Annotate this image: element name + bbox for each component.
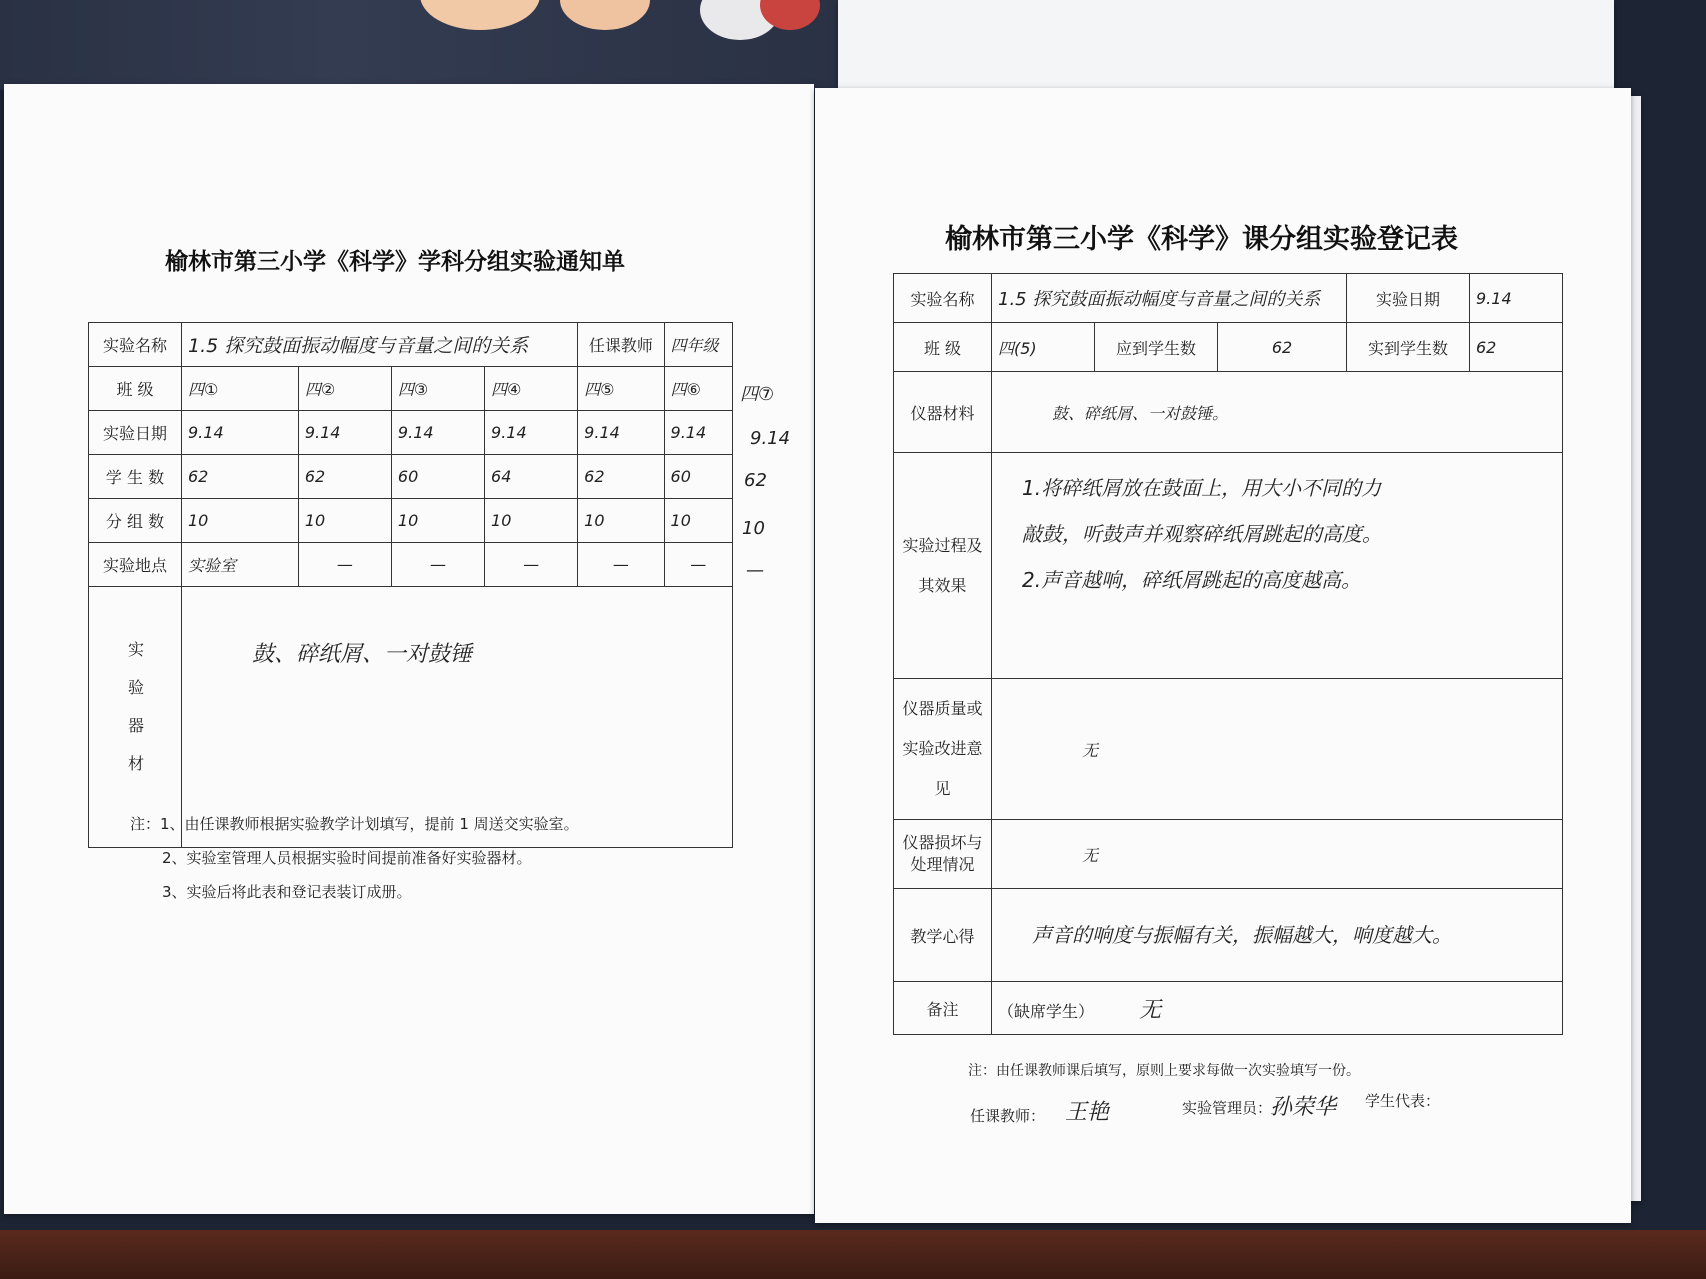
date-cell: 9.14: [182, 411, 299, 455]
students-cell: 60: [391, 455, 484, 499]
process-value: [992, 453, 1563, 679]
label-quality: 仪器质量或实验改进意见: [894, 679, 992, 820]
reflection-value: 声音的响度与振幅有关，振幅越大，响度越大。: [992, 889, 1563, 982]
background-paper: [838, 0, 1614, 95]
label-class: 班 级: [894, 323, 992, 372]
groups-cell: 10: [391, 499, 484, 543]
notice-title: 榆林市第三小学《科学》学科分组实验通知单: [165, 249, 625, 275]
label-actual: 实到学生数: [1347, 323, 1470, 372]
label-location: 实验地点: [89, 543, 182, 587]
location-cell: —: [391, 543, 484, 587]
label-experiment-name: 实验名称: [894, 274, 992, 323]
class-cell: 四④: [485, 367, 578, 411]
date-cell: 9.14: [391, 411, 484, 455]
expected-value: 62: [1218, 323, 1347, 372]
groups-cell: 10: [485, 499, 578, 543]
process-line: 2.声音越响，碎纸屑跳起的高度越高。: [1022, 568, 1362, 592]
process-line: 敲鼓，听鼓声并观察碎纸屑跳起的高度。: [1022, 522, 1382, 546]
class-cell: 四③: [391, 367, 484, 411]
label-groups: 分 组 数: [89, 499, 182, 543]
date-cell: 9.14: [664, 411, 732, 455]
record-title: 榆林市第三小学《科学》课分组实验登记表: [945, 224, 1458, 255]
actual-value: 62: [1470, 323, 1563, 372]
date-cell: 9.14: [298, 411, 391, 455]
students-cell: 62: [182, 455, 299, 499]
process-line: 1.将碎纸屑放在鼓面上，用大小不同的力: [1022, 476, 1382, 500]
students-cell: 60: [664, 455, 732, 499]
date-value: 9.14: [1470, 274, 1563, 323]
label-process: 实验过程及其效果: [894, 453, 992, 679]
record-table: [893, 273, 1563, 1035]
date-cell: 9.14: [485, 411, 578, 455]
record-note: 注：由任课教师课后填写，原则上要求每做一次实验填写一份。: [968, 1063, 1360, 1079]
label-materials: 仪器材料: [894, 372, 992, 453]
note-line: 3、实验后将此表和登记表装订成册。: [162, 883, 412, 901]
experiment-name-value: 1.5 探究鼓面振动幅度与音量之间的关系: [182, 323, 578, 367]
location-cell: —: [578, 543, 664, 587]
label-damage: 仪器损坏与处理情况: [894, 820, 992, 889]
location-cell: —: [485, 543, 578, 587]
label-expected: 应到学生数: [1095, 323, 1218, 372]
table-edge: [0, 1230, 1706, 1279]
label-class: 班 级: [89, 367, 182, 411]
extra-students: 62: [744, 470, 767, 491]
class-cell: 四⑤: [578, 367, 664, 411]
student-signature-label: 学生代表：: [1365, 1092, 1441, 1110]
quality-value: 无: [992, 679, 1563, 820]
notice-table: [88, 322, 733, 848]
remarks-value: [992, 982, 1563, 1035]
experiment-name-value: 1.5 探究鼓面振动幅度与音量之间的关系: [992, 274, 1347, 323]
extra-class: 四⑦: [740, 384, 775, 405]
label-date: 实验日期: [89, 411, 182, 455]
location-cell: —: [298, 543, 391, 587]
groups-cell: 10: [578, 499, 664, 543]
label-equipment-text: 实验器材: [125, 641, 145, 793]
students-cell: 62: [298, 455, 391, 499]
class-value: 四(5): [992, 323, 1095, 372]
label-students: 学 生 数: [89, 455, 182, 499]
groups-cell: 10: [298, 499, 391, 543]
note-line: 注：1、由任课教师根据实验教学计划填写，提前 1 周送交实验室。: [130, 815, 579, 833]
damage-value: 无: [992, 820, 1563, 889]
class-cell: 四⑥: [664, 367, 732, 411]
students-cell: 62: [578, 455, 664, 499]
location-cell: 实验室: [182, 543, 299, 587]
class-cell: 四①: [182, 367, 299, 411]
class-cell: 四②: [298, 367, 391, 411]
label-experiment-name: 实验名称: [89, 323, 182, 367]
equipment-value: 鼓、碎纸屑、一对鼓锤: [182, 587, 733, 848]
label-remarks: 备注: [894, 982, 992, 1035]
label-reflection: 教学心得: [894, 889, 992, 982]
students-cell: 64: [485, 455, 578, 499]
label-date: 实验日期: [1347, 274, 1470, 323]
groups-cell: 10: [182, 499, 299, 543]
note-line: 2、实验室管理人员根据实验时间提前准备好实验器材。: [162, 849, 532, 867]
manager-signature-label: 实验管理员：: [1182, 1099, 1273, 1117]
absent-value: 无: [1139, 997, 1162, 1023]
date-cell: 9.14: [578, 411, 664, 455]
teacher-signature-label: 任课教师：: [970, 1107, 1046, 1125]
absent-label: （缺席学生）: [998, 1001, 1095, 1021]
label-equipment: [89, 587, 182, 848]
label-teacher: 任课教师: [578, 323, 664, 367]
extra-location: —: [746, 560, 764, 581]
teacher-value: 四年级: [664, 323, 732, 367]
teacher-signature: 王艳: [1065, 1100, 1110, 1125]
extra-groups: 10: [742, 518, 765, 539]
location-cell: —: [664, 543, 732, 587]
manager-signature: 孙荣华: [1270, 1095, 1337, 1120]
groups-cell: 10: [664, 499, 732, 543]
extra-date: 9.14: [750, 428, 791, 449]
materials-value: 鼓、碎纸屑、一对鼓锤。: [992, 372, 1563, 453]
